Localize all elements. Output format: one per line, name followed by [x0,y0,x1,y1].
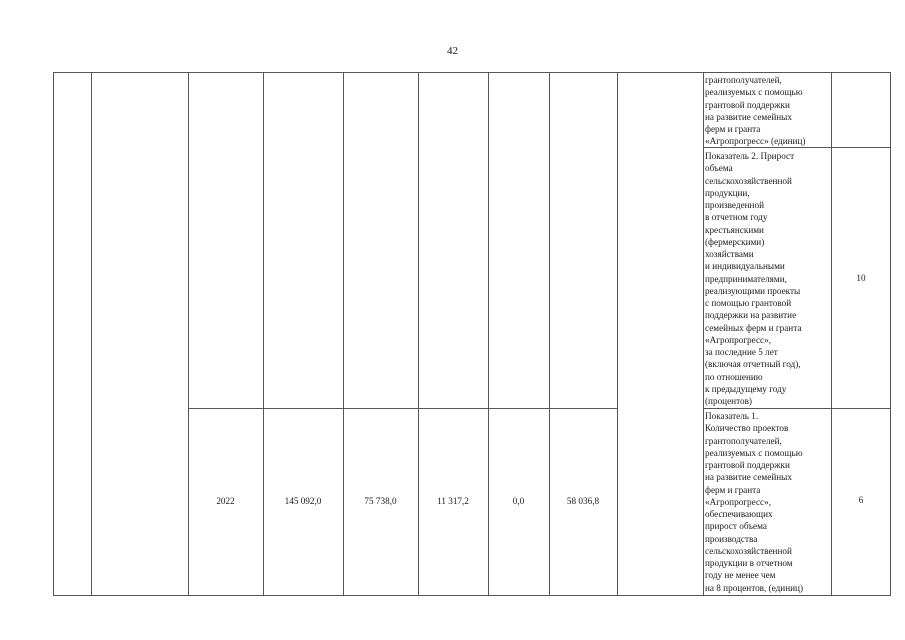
row-separator-indicators-2 [703,408,891,409]
table-bottom-border [53,595,891,596]
indicator-2-text [705,150,828,407]
text-line: «Агропрогресс» (единиц) [705,136,806,147]
text-line: обеспечивающих [705,509,773,519]
row-separator-year [188,408,617,409]
col-border-8 [617,72,618,596]
text-line: реализуемых с помощью [705,447,803,458]
text-line: грантовой поддержки [705,99,790,110]
text-line: «Агропрогресс», [705,334,772,345]
col-border-9 [703,72,704,596]
budget-table [53,72,891,596]
text-line: производства [705,533,758,544]
col-border-5 [418,72,419,596]
text-line: реализуемых с помощью [705,87,803,98]
text-line: в отчетном году [705,212,768,223]
text-line: и индивидуальными [705,261,785,272]
federal-amount-cell: 75 738,0 [364,496,397,506]
text-line: ферм и гранта [705,124,761,134]
text-line: произведенной [705,200,764,210]
text-line: на 8 процентов, (единиц) [705,582,804,593]
text-line: реализующими проекты [705,285,801,296]
text-line: прирост объема [705,521,767,532]
text-line: (фермерскими) [705,236,765,247]
col-border-3 [263,72,264,596]
text-line: грантовой поддержки [705,460,790,470]
text-line: (процентов) [705,396,752,406]
text-line: Показатель 2. Прирост [705,151,795,161]
text-line: ферм и гранта [705,484,761,495]
text-line: продукции в отчетном [705,558,793,568]
text-line: поддержки на развитие [705,310,797,321]
year-cell: 2022 [216,496,235,506]
total-amount-cell: 145 092,0 [284,496,322,506]
text-line: грантополучателей, [705,75,782,85]
text-line: сельскохозяйственной [705,175,792,186]
regional-amount-cell: 11 317,2 [437,496,469,506]
indicator-1-text [705,410,828,594]
col-border-1 [91,72,92,596]
extra-budget-amount-cell: 58 036,8 [566,496,600,506]
text-line: с помощью грантовой [705,298,792,308]
indicator-2-target: 10 [856,273,866,283]
text-line: за последние 5 лет [705,347,778,357]
indicator-text-continued [705,74,828,148]
text-line: объема [705,163,733,174]
text-line: (включая отчетный год), [705,359,801,370]
local-amount-cell: 0,0 [512,496,525,506]
col-border-6 [488,72,489,596]
page-number: 42 [447,45,458,57]
indicator-1-target: 6 [858,495,864,505]
text-line: по отношению [705,371,763,382]
text-line: хозяйствами [705,249,754,259]
text-line: Количество проектов [705,423,789,434]
table-top-border [53,72,891,73]
text-line: семейных ферм и гранта [705,322,802,333]
text-line: к предыдущему году [705,383,787,394]
text-line: на развитие семейных [705,111,792,122]
col-border-7 [549,72,550,596]
text-line: Показатель 1. [705,411,759,421]
text-line: продукции, [705,187,750,198]
text-line: на развитие семейных [705,472,792,483]
text-line: «Агропрогресс», [705,496,772,507]
col-border-10 [831,72,832,596]
text-line: сельскохозяйственной [705,545,792,556]
col-border-0 [53,72,54,596]
col-border-4 [343,72,344,596]
col-border-11 [890,72,891,596]
text-line: предпринимателями, [705,273,787,284]
text-line: грантополучателей, [705,435,782,446]
text-line: крестьянскими [705,224,764,235]
col-border-2 [188,72,189,596]
text-line: году не менее чем [705,570,776,581]
